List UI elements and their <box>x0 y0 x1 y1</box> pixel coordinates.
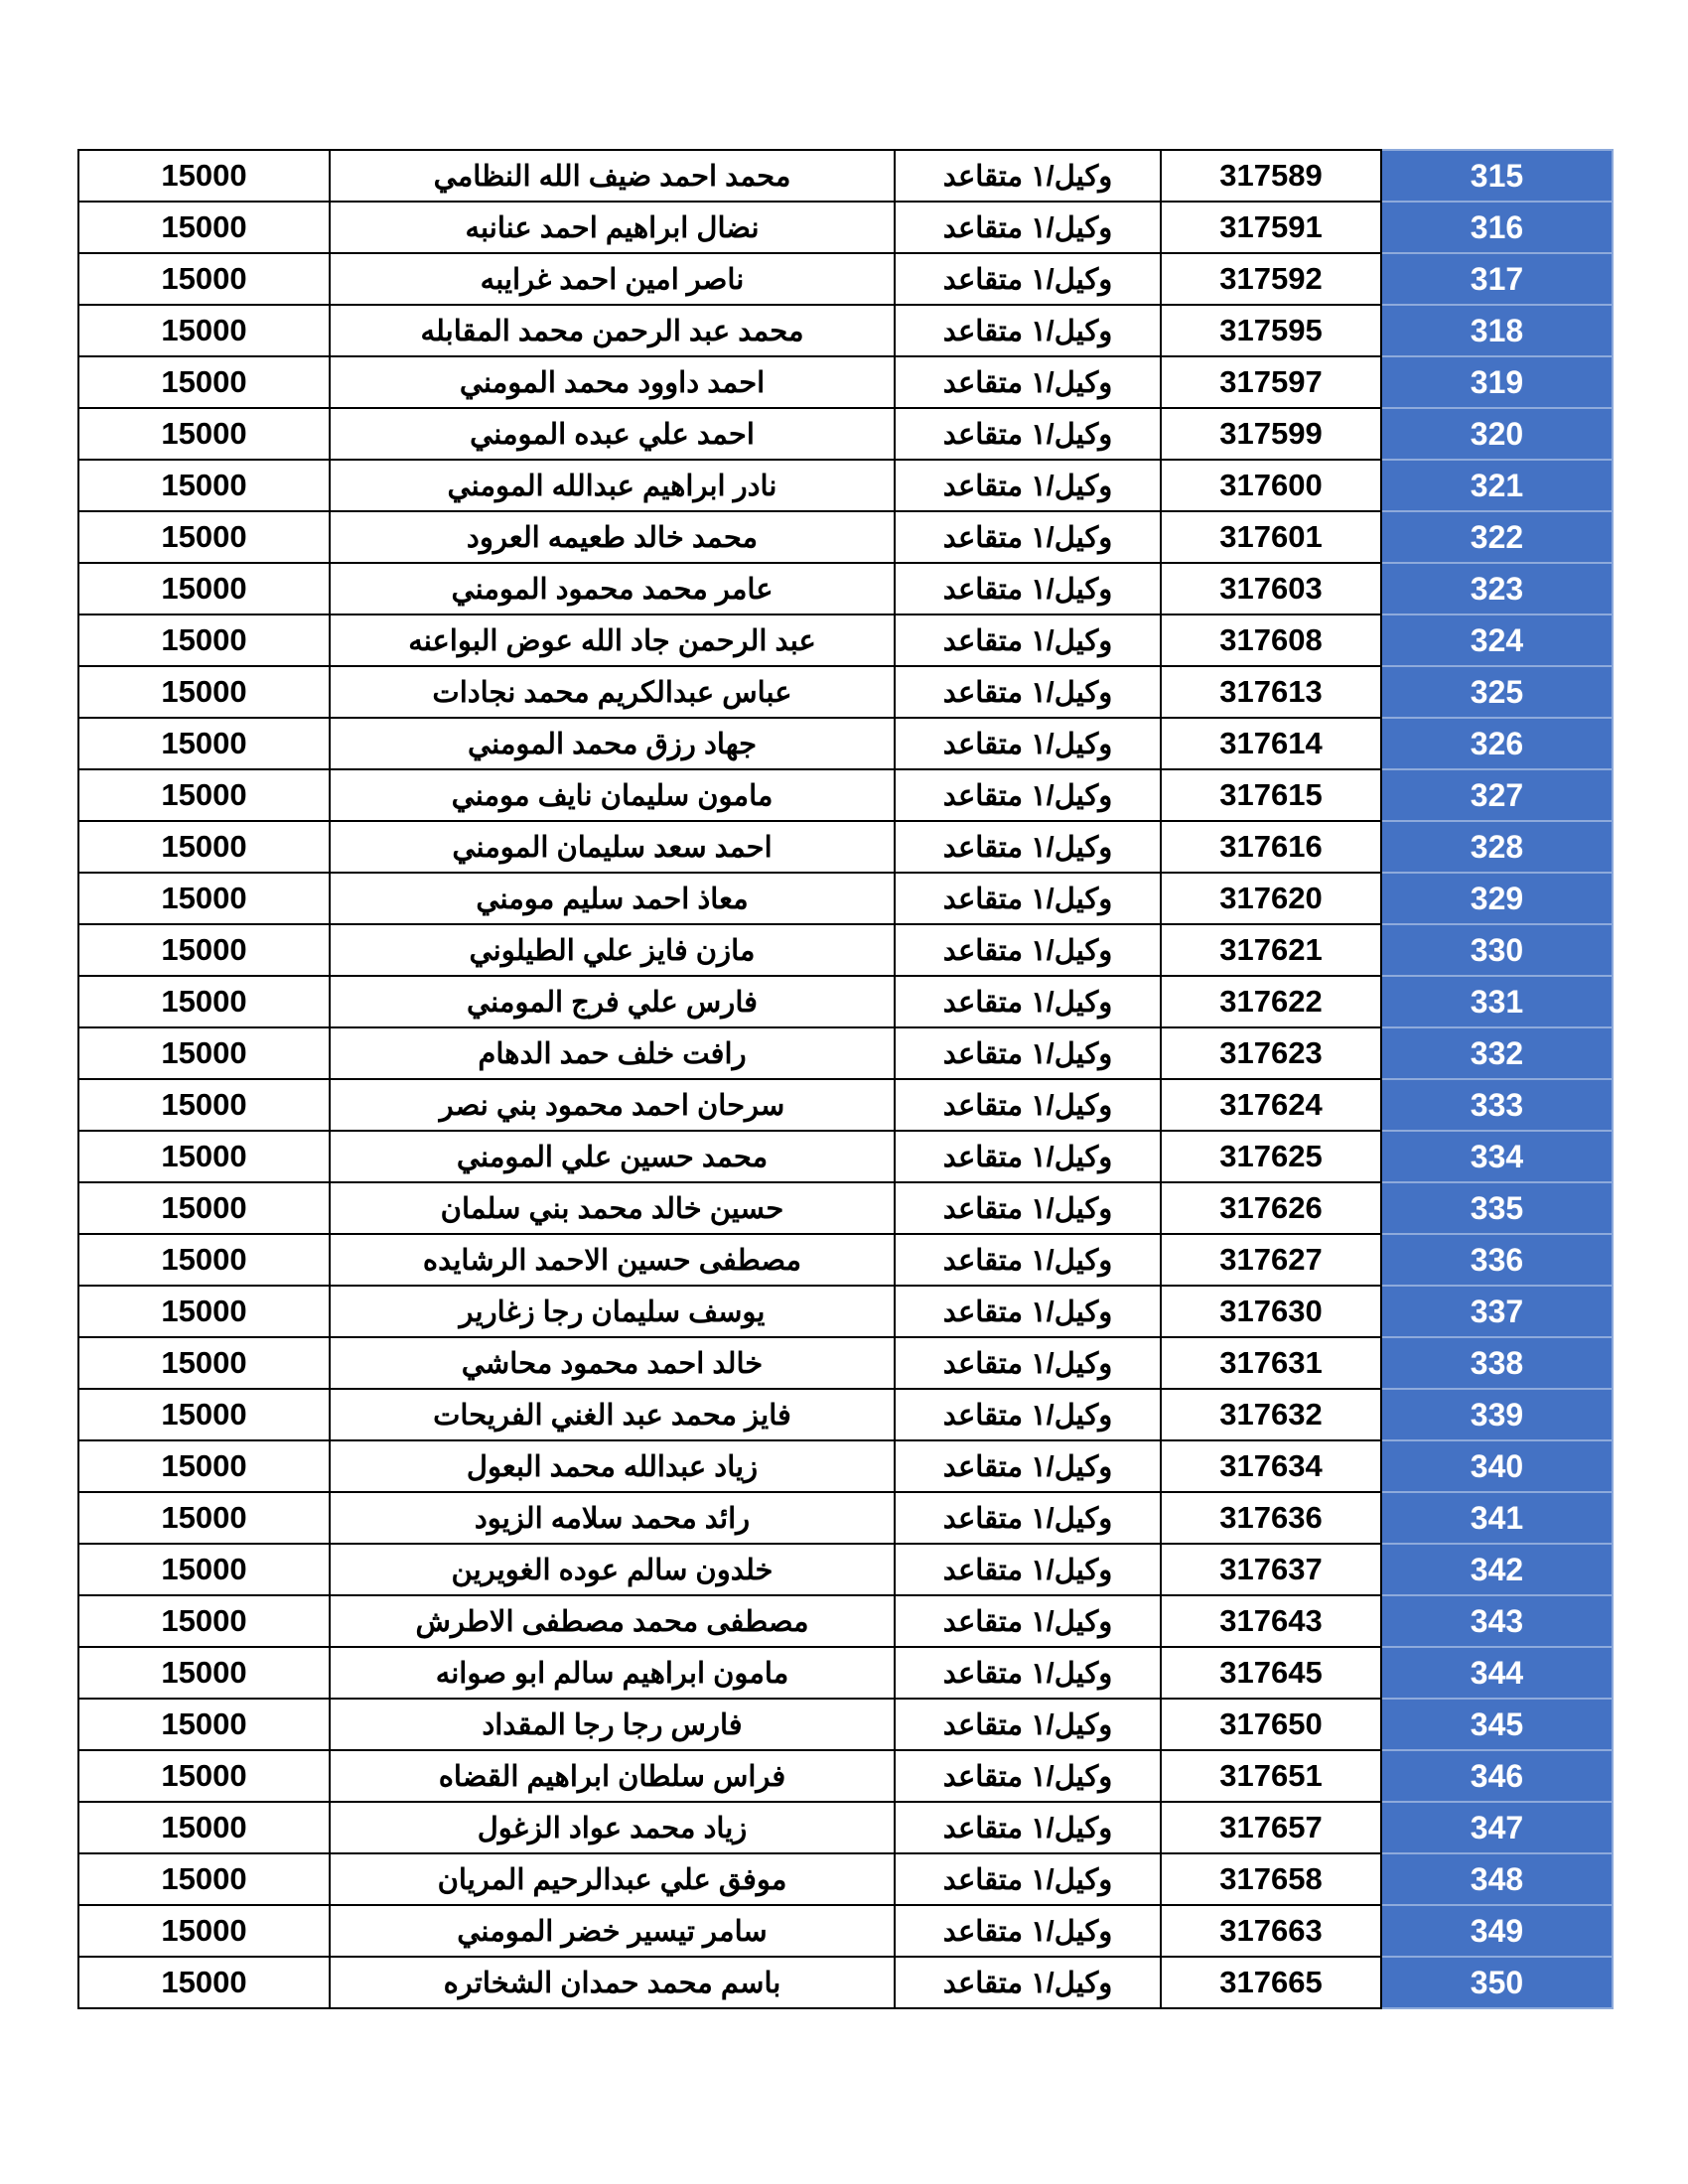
serial-cell: 345 <box>1381 1699 1613 1750</box>
role-cell: وكيل/١ متقاعد <box>895 563 1161 614</box>
role-cell: وكيل/١ متقاعد <box>895 1440 1161 1492</box>
amount-cell: 15000 <box>78 1647 330 1699</box>
table-row <box>78 460 1613 511</box>
name-cell: محمد خالد طعيمه العرود <box>330 511 895 563</box>
id-cell: 317601 <box>1161 511 1381 563</box>
name-cell: عبد الرحمن جاد الله عوض البواعنه <box>330 614 895 666</box>
amount-cell: 15000 <box>78 873 330 924</box>
amount-cell: 15000 <box>78 202 330 253</box>
id-cell: 317637 <box>1161 1544 1381 1595</box>
name-cell: احمد داوود محمد المومني <box>330 356 895 408</box>
amount-cell: 15000 <box>78 1957 330 2008</box>
id-cell: 317599 <box>1161 408 1381 460</box>
name-cell: نضال ابراهيم احمد عنانبه <box>330 202 895 253</box>
name-cell: سرحان احمد محمود بني نصر <box>330 1079 895 1131</box>
role-cell: وكيل/١ متقاعد <box>895 666 1161 718</box>
table-row <box>78 563 1613 614</box>
role-cell: وكيل/١ متقاعد <box>895 1544 1161 1595</box>
name-cell: خلدون سالم عوده الغويرين <box>330 1544 895 1595</box>
amount-cell: 15000 <box>78 976 330 1027</box>
id-cell: 317665 <box>1161 1957 1381 2008</box>
table-row <box>78 821 1613 873</box>
amount-cell: 15000 <box>78 1492 330 1544</box>
id-cell: 317624 <box>1161 1079 1381 1131</box>
id-cell: 317645 <box>1161 1647 1381 1699</box>
name-cell: باسم محمد حمدان الشخاتره <box>330 1957 895 2008</box>
role-cell: وكيل/١ متقاعد <box>895 408 1161 460</box>
id-cell: 317636 <box>1161 1492 1381 1544</box>
amount-cell: 15000 <box>78 1699 330 1750</box>
amount-cell: 15000 <box>78 511 330 563</box>
amount-cell: 15000 <box>78 1234 330 1286</box>
amount-cell: 15000 <box>78 1440 330 1492</box>
serial-cell: 336 <box>1381 1234 1613 1286</box>
serial-cell: 346 <box>1381 1750 1613 1802</box>
name-cell: خالد احمد محمود محاشي <box>330 1337 895 1389</box>
amount-cell: 15000 <box>78 1802 330 1853</box>
role-cell: وكيل/١ متقاعد <box>895 1957 1161 2008</box>
id-cell: 317600 <box>1161 460 1381 511</box>
id-cell: 317643 <box>1161 1595 1381 1647</box>
table-row <box>78 614 1613 666</box>
table-row <box>78 1853 1613 1905</box>
name-cell: موفق علي عبدالرحيم المريان <box>330 1853 895 1905</box>
amount-cell: 15000 <box>78 1544 330 1595</box>
id-cell: 317621 <box>1161 924 1381 976</box>
role-cell: وكيل/١ متقاعد <box>895 253 1161 305</box>
table-row <box>78 1544 1613 1595</box>
id-cell: 317614 <box>1161 718 1381 769</box>
name-cell: جهاد رزق محمد المومني <box>330 718 895 769</box>
amount-cell: 15000 <box>78 614 330 666</box>
serial-cell: 325 <box>1381 666 1613 718</box>
serial-cell: 315 <box>1381 150 1613 202</box>
id-cell: 317623 <box>1161 1027 1381 1079</box>
role-cell: وكيل/١ متقاعد <box>895 924 1161 976</box>
name-cell: فراس سلطان ابراهيم القضاه <box>330 1750 895 1802</box>
table-row <box>78 1440 1613 1492</box>
name-cell: مازن فايز علي الطيلوني <box>330 924 895 976</box>
serial-cell: 338 <box>1381 1337 1613 1389</box>
id-cell: 317615 <box>1161 769 1381 821</box>
table-row <box>78 1182 1613 1234</box>
id-cell: 317634 <box>1161 1440 1381 1492</box>
name-cell: نادر ابراهيم عبدالله المومني <box>330 460 895 511</box>
table-row <box>78 1750 1613 1802</box>
role-cell: وكيل/١ متقاعد <box>895 1286 1161 1337</box>
id-cell: 317627 <box>1161 1234 1381 1286</box>
id-cell: 317589 <box>1161 150 1381 202</box>
table-row <box>78 1595 1613 1647</box>
table-body <box>78 150 1613 2008</box>
serial-cell: 329 <box>1381 873 1613 924</box>
amount-cell: 15000 <box>78 1853 330 1905</box>
serial-cell: 317 <box>1381 253 1613 305</box>
serial-cell: 341 <box>1381 1492 1613 1544</box>
table-row <box>78 873 1613 924</box>
name-cell: فايز محمد عبد الغني الفريحات <box>330 1389 895 1440</box>
role-cell: وكيل/١ متقاعد <box>895 511 1161 563</box>
serial-cell: 334 <box>1381 1131 1613 1182</box>
table-row <box>78 1802 1613 1853</box>
serial-cell: 349 <box>1381 1905 1613 1957</box>
serial-cell: 348 <box>1381 1853 1613 1905</box>
table-row <box>78 1337 1613 1389</box>
serial-cell: 323 <box>1381 563 1613 614</box>
serial-cell: 347 <box>1381 1802 1613 1853</box>
table-row <box>78 1647 1613 1699</box>
name-cell: محمد عبد الرحمن محمد المقابله <box>330 305 895 356</box>
id-cell: 317613 <box>1161 666 1381 718</box>
name-cell: محمد احمد ضيف الله النظامي <box>330 150 895 202</box>
amount-cell: 15000 <box>78 769 330 821</box>
serial-cell: 318 <box>1381 305 1613 356</box>
retirees-table <box>77 149 1614 2009</box>
role-cell: وكيل/١ متقاعد <box>895 1131 1161 1182</box>
serial-cell: 344 <box>1381 1647 1613 1699</box>
serial-cell: 327 <box>1381 769 1613 821</box>
amount-cell: 15000 <box>78 150 330 202</box>
amount-cell: 15000 <box>78 1389 330 1440</box>
id-cell: 317650 <box>1161 1699 1381 1750</box>
name-cell: يوسف سليمان رجا زغارير <box>330 1286 895 1337</box>
name-cell: زياد محمد عواد الزغول <box>330 1802 895 1853</box>
role-cell: وكيل/١ متقاعد <box>895 1750 1161 1802</box>
id-cell: 317608 <box>1161 614 1381 666</box>
table-row <box>78 1079 1613 1131</box>
table-row <box>78 1286 1613 1337</box>
serial-cell: 342 <box>1381 1544 1613 1595</box>
role-cell: وكيل/١ متقاعد <box>895 1389 1161 1440</box>
serial-cell: 333 <box>1381 1079 1613 1131</box>
role-cell: وكيل/١ متقاعد <box>895 1492 1161 1544</box>
id-cell: 317626 <box>1161 1182 1381 1234</box>
table-row <box>78 305 1613 356</box>
id-cell: 317622 <box>1161 976 1381 1027</box>
id-cell: 317592 <box>1161 253 1381 305</box>
id-cell: 317657 <box>1161 1802 1381 1853</box>
table-row <box>78 511 1613 563</box>
name-cell: احمد علي عبده المومني <box>330 408 895 460</box>
amount-cell: 15000 <box>78 1905 330 1957</box>
id-cell: 317632 <box>1161 1389 1381 1440</box>
serial-cell: 343 <box>1381 1595 1613 1647</box>
amount-cell: 15000 <box>78 1750 330 1802</box>
amount-cell: 15000 <box>78 253 330 305</box>
amount-cell: 15000 <box>78 1027 330 1079</box>
name-cell: مامون سليمان نايف مومني <box>330 769 895 821</box>
table-row <box>78 1699 1613 1750</box>
serial-cell: 350 <box>1381 1957 1613 2008</box>
amount-cell: 15000 <box>78 821 330 873</box>
role-cell: وكيل/١ متقاعد <box>895 1027 1161 1079</box>
role-cell: وكيل/١ متقاعد <box>895 1337 1161 1389</box>
id-cell: 317663 <box>1161 1905 1381 1957</box>
serial-cell: 324 <box>1381 614 1613 666</box>
table-row <box>78 253 1613 305</box>
name-cell: رائد محمد سلامه الزيود <box>330 1492 895 1544</box>
role-cell: وكيل/١ متقاعد <box>895 1182 1161 1234</box>
role-cell: وكيل/١ متقاعد <box>895 718 1161 769</box>
amount-cell: 15000 <box>78 666 330 718</box>
role-cell: وكيل/١ متقاعد <box>895 1079 1161 1131</box>
amount-cell: 15000 <box>78 924 330 976</box>
id-cell: 317658 <box>1161 1853 1381 1905</box>
serial-cell: 331 <box>1381 976 1613 1027</box>
role-cell: وكيل/١ متقاعد <box>895 1234 1161 1286</box>
amount-cell: 15000 <box>78 1182 330 1234</box>
name-cell: فارس رجا رجا المقداد <box>330 1699 895 1750</box>
serial-cell: 320 <box>1381 408 1613 460</box>
serial-cell: 319 <box>1381 356 1613 408</box>
name-cell: احمد سعد سليمان المومني <box>330 821 895 873</box>
id-cell: 317597 <box>1161 356 1381 408</box>
amount-cell: 15000 <box>78 1595 330 1647</box>
serial-cell: 330 <box>1381 924 1613 976</box>
role-cell: وكيل/١ متقاعد <box>895 356 1161 408</box>
name-cell: حسين خالد محمد بني سلمان <box>330 1182 895 1234</box>
role-cell: وكيل/١ متقاعد <box>895 769 1161 821</box>
amount-cell: 15000 <box>78 305 330 356</box>
name-cell: زياد عبدالله محمد البعول <box>330 1440 895 1492</box>
amount-cell: 15000 <box>78 356 330 408</box>
table-row <box>78 408 1613 460</box>
name-cell: مامون ابراهيم سالم ابو صوانه <box>330 1647 895 1699</box>
name-cell: ناصر امين احمد غرايبه <box>330 253 895 305</box>
table-row <box>78 1389 1613 1440</box>
id-cell: 317651 <box>1161 1750 1381 1802</box>
table-row <box>78 769 1613 821</box>
id-cell: 317603 <box>1161 563 1381 614</box>
amount-cell: 15000 <box>78 1337 330 1389</box>
serial-cell: 328 <box>1381 821 1613 873</box>
name-cell: عباس عبدالكريم محمد نجادات <box>330 666 895 718</box>
name-cell: مصطفى محمد مصطفى الاطرش <box>330 1595 895 1647</box>
role-cell: وكيل/١ متقاعد <box>895 873 1161 924</box>
name-cell: مصطفى حسين الاحمد الرشايده <box>330 1234 895 1286</box>
serial-cell: 339 <box>1381 1389 1613 1440</box>
role-cell: وكيل/١ متقاعد <box>895 1853 1161 1905</box>
name-cell: معاذ احمد سليم مومني <box>330 873 895 924</box>
role-cell: وكيل/١ متقاعد <box>895 614 1161 666</box>
serial-cell: 322 <box>1381 511 1613 563</box>
name-cell: عامر محمد محمود المومني <box>330 563 895 614</box>
serial-cell: 335 <box>1381 1182 1613 1234</box>
role-cell: وكيل/١ متقاعد <box>895 821 1161 873</box>
table-row <box>78 976 1613 1027</box>
serial-cell: 316 <box>1381 202 1613 253</box>
table-row <box>78 1905 1613 1957</box>
id-cell: 317616 <box>1161 821 1381 873</box>
serial-cell: 332 <box>1381 1027 1613 1079</box>
id-cell: 317591 <box>1161 202 1381 253</box>
name-cell: فارس علي فرج المومني <box>330 976 895 1027</box>
amount-cell: 15000 <box>78 563 330 614</box>
id-cell: 317631 <box>1161 1337 1381 1389</box>
table-row <box>78 1027 1613 1079</box>
table-row <box>78 1492 1613 1544</box>
role-cell: وكيل/١ متقاعد <box>895 1595 1161 1647</box>
serial-cell: 340 <box>1381 1440 1613 1492</box>
table-row <box>78 1234 1613 1286</box>
id-cell: 317625 <box>1161 1131 1381 1182</box>
table-row <box>78 1957 1613 2008</box>
id-cell: 317630 <box>1161 1286 1381 1337</box>
table-row <box>78 924 1613 976</box>
role-cell: وكيل/١ متقاعد <box>895 1699 1161 1750</box>
table-row <box>78 150 1613 202</box>
role-cell: وكيل/١ متقاعد <box>895 976 1161 1027</box>
amount-cell: 15000 <box>78 1079 330 1131</box>
table-row <box>78 1131 1613 1182</box>
role-cell: وكيل/١ متقاعد <box>895 1905 1161 1957</box>
amount-cell: 15000 <box>78 1286 330 1337</box>
role-cell: وكيل/١ متقاعد <box>895 150 1161 202</box>
id-cell: 317620 <box>1161 873 1381 924</box>
name-cell: محمد حسين علي المومني <box>330 1131 895 1182</box>
role-cell: وكيل/١ متقاعد <box>895 202 1161 253</box>
amount-cell: 15000 <box>78 1131 330 1182</box>
table-row <box>78 718 1613 769</box>
serial-cell: 326 <box>1381 718 1613 769</box>
table-row <box>78 666 1613 718</box>
role-cell: وكيل/١ متقاعد <box>895 305 1161 356</box>
amount-cell: 15000 <box>78 408 330 460</box>
name-cell: سامر تيسير خضر المومني <box>330 1905 895 1957</box>
role-cell: وكيل/١ متقاعد <box>895 460 1161 511</box>
id-cell: 317595 <box>1161 305 1381 356</box>
role-cell: وكيل/١ متقاعد <box>895 1647 1161 1699</box>
serial-cell: 321 <box>1381 460 1613 511</box>
serial-cell: 337 <box>1381 1286 1613 1337</box>
table-row <box>78 356 1613 408</box>
amount-cell: 15000 <box>78 718 330 769</box>
amount-cell: 15000 <box>78 460 330 511</box>
role-cell: وكيل/١ متقاعد <box>895 1802 1161 1853</box>
name-cell: رافت خلف حمد الدهام <box>330 1027 895 1079</box>
table-row <box>78 202 1613 253</box>
